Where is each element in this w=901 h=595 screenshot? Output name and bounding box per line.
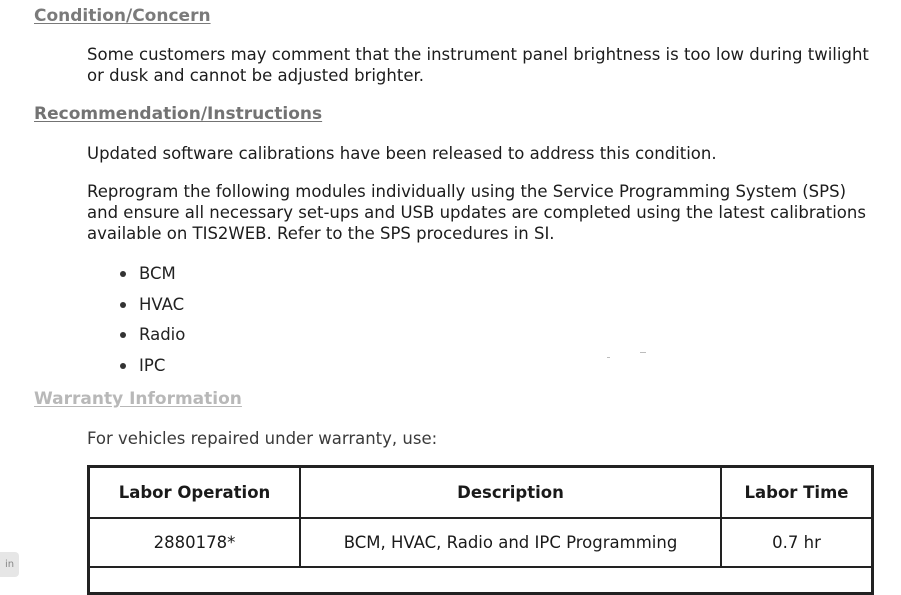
module-name: Radio [139,325,186,345]
module-list-item [120,320,185,351]
scan-speck [640,352,646,353]
labor-table [87,465,874,595]
module-list [120,259,185,381]
module-list-item [120,259,185,290]
bullet-icon [120,271,126,277]
bullet-icon [120,302,126,308]
cell-description: BCM, HVAC, Radio and IPC Programming [301,519,722,566]
header-labor-time: Labor Time [744,483,849,502]
table-row [90,519,871,568]
header-description: Description [301,468,722,517]
bullet-icon [120,332,126,338]
reprogram-paragraph: Reprogram the following modules individually using the Service Programming System (SPS) and ensure all necessary set-ups and USB updates are completed using the latest calibrations available on TIS2WEB. Refer to the SPS procedures in SI. [87,182,866,243]
warranty-paragraph: For vehicles repaired under warranty, use: [87,429,438,448]
module-list-item [120,290,185,321]
cell-labor-operation: 2880178* [90,519,301,566]
updated-calibrations-paragraph: Updated software calibrations have been released to address this condition. [87,144,717,163]
table-header-row [90,468,871,519]
side-tab-button[interactable]: in [0,552,19,577]
bullet-icon [120,363,126,369]
recommendation-instructions-heading: Recommendation/Instructions [34,104,323,124]
condition-paragraph: Some customers may comment that the instrument panel brightness is too low during twilight or dusk and cannot be adjusted brighter. [87,45,869,85]
condition-concern-heading: Condition/Concern [34,6,211,26]
header-labor-operation: Labor Operation [90,468,301,517]
module-list-item [120,351,185,382]
module-name: BCM [139,264,176,284]
cell-labor-time: 0.7 hr [772,533,821,552]
warranty-information-heading: Warranty Information [34,389,242,409]
scan-speck [607,357,610,358]
module-name: HVAC [139,294,185,314]
module-name: IPC [139,355,166,375]
